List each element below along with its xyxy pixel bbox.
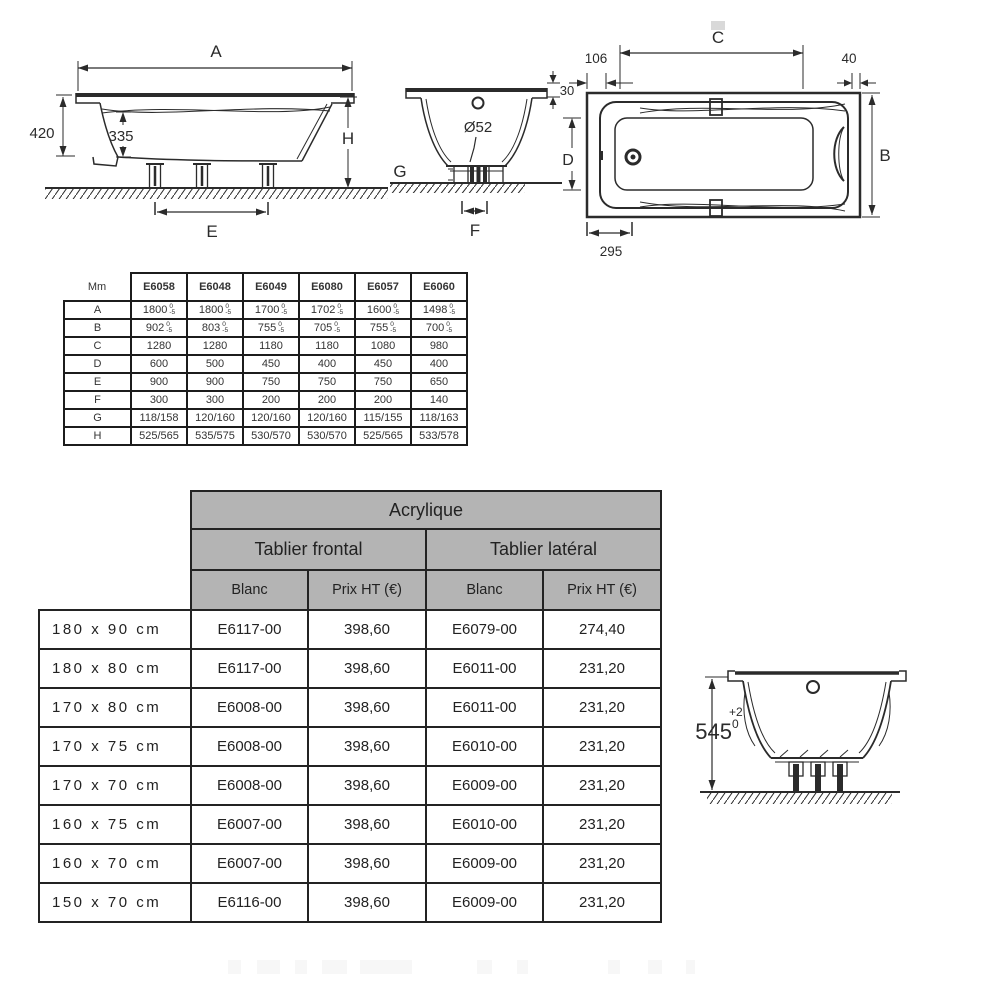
cell: 400 bbox=[299, 355, 355, 373]
dim-label-c: C bbox=[711, 28, 725, 47]
cell: 980 bbox=[411, 337, 467, 355]
tub-profile-outline bbox=[728, 671, 906, 762]
ref-cell: E6079-00 bbox=[426, 610, 543, 649]
size-cell: 160 x 70 cm bbox=[39, 844, 191, 883]
group-header-frontal: Tablier frontal bbox=[191, 529, 426, 570]
cell: 118/158 bbox=[131, 409, 187, 427]
profile-feet bbox=[789, 762, 847, 792]
table-row bbox=[39, 610, 661, 649]
ref-cell: E6117-00 bbox=[191, 610, 308, 649]
price-cell: 231,20 bbox=[543, 766, 661, 805]
tolerance: 0 -5 bbox=[446, 321, 453, 335]
cell: 1702 0 -5 bbox=[299, 301, 355, 319]
size-cell: 150 x 70 cm bbox=[39, 883, 191, 922]
cell: 900 bbox=[187, 373, 243, 391]
row-label: D bbox=[64, 355, 131, 373]
table-row bbox=[64, 427, 467, 445]
ref-cell: E6011-00 bbox=[426, 688, 543, 727]
cell: 120/160 bbox=[243, 409, 299, 427]
blank-cell bbox=[39, 570, 191, 610]
table-row bbox=[39, 805, 661, 844]
dim-label-a: A bbox=[210, 42, 222, 61]
group-header-lateral: Tablier latéral bbox=[426, 529, 661, 570]
column-header-row bbox=[39, 570, 661, 610]
table-row bbox=[64, 337, 467, 355]
ref-cell: E6011-00 bbox=[426, 649, 543, 688]
dim-h-group bbox=[340, 97, 357, 188]
dim-label-g: G bbox=[393, 162, 407, 181]
cell: 200 bbox=[299, 391, 355, 409]
cell: 525/565 bbox=[355, 427, 411, 445]
dim-label-d: D bbox=[562, 152, 574, 169]
cell: 1498 0 -5 bbox=[411, 301, 467, 319]
side-view-drawing bbox=[20, 25, 390, 250]
dim-f-group bbox=[462, 201, 487, 240]
dim-545-group bbox=[695, 677, 743, 790]
model-column-header: E6049 bbox=[243, 273, 299, 301]
cell: 120/160 bbox=[187, 409, 243, 427]
row-label: C bbox=[64, 337, 131, 355]
overflow-hole bbox=[473, 98, 484, 109]
tolerance-zero: 0 bbox=[732, 717, 739, 731]
size-cell: 170 x 75 cm bbox=[39, 727, 191, 766]
model-column-header: E6060 bbox=[411, 273, 467, 301]
tolerance: 0 -5 bbox=[225, 303, 232, 317]
unit-header-cell: Mm bbox=[87, 280, 107, 293]
watermark-block bbox=[257, 960, 280, 974]
price-cell: 231,20 bbox=[543, 805, 661, 844]
model-column-header: E6080 bbox=[299, 273, 355, 301]
price-cell: 231,20 bbox=[543, 688, 661, 727]
table-row bbox=[39, 649, 661, 688]
cell: 902 0 -5 bbox=[131, 319, 187, 337]
dim-40-group bbox=[837, 51, 876, 89]
cell: 750 bbox=[243, 373, 299, 391]
watermark-block bbox=[686, 960, 695, 974]
size-cell: 180 x 90 cm bbox=[39, 610, 191, 649]
cell: 900 bbox=[131, 373, 187, 391]
tub-top-outline bbox=[587, 93, 860, 217]
table-row bbox=[64, 391, 467, 409]
cell: 118/163 bbox=[411, 409, 467, 427]
cell: 1280 bbox=[131, 337, 187, 355]
ref-cell: E6009-00 bbox=[426, 766, 543, 805]
ground-line bbox=[700, 792, 900, 804]
cell: 1700 0 -5 bbox=[243, 301, 299, 319]
cell: 705 0 -5 bbox=[299, 319, 355, 337]
overflow-mark bbox=[599, 151, 603, 160]
tolerance: 0 -5 bbox=[169, 303, 176, 317]
table-row bbox=[64, 355, 467, 373]
watermark-block bbox=[360, 960, 412, 974]
drain-diameter-label: Ø52 bbox=[463, 119, 493, 136]
ref-cell: E6007-00 bbox=[191, 805, 308, 844]
watermark-block bbox=[608, 960, 620, 974]
end-view-drawing bbox=[390, 70, 575, 245]
dim-295-group bbox=[587, 222, 632, 259]
cell: 1800 0 -5 bbox=[131, 301, 187, 319]
model-column-header: E6058 bbox=[131, 273, 187, 301]
cell: 1280 bbox=[187, 337, 243, 355]
row-label: H bbox=[64, 427, 131, 445]
table-row bbox=[64, 409, 467, 427]
cell: 450 bbox=[243, 355, 299, 373]
tolerance: 0 -5 bbox=[222, 321, 229, 335]
cell: 200 bbox=[355, 391, 411, 409]
tolerance: 0 -5 bbox=[278, 321, 285, 335]
cell: 140 bbox=[411, 391, 467, 409]
cell: 533/578 bbox=[411, 427, 467, 445]
price-cell: 398,60 bbox=[308, 688, 426, 727]
profile-view-drawing bbox=[685, 650, 985, 835]
top-view-drawing bbox=[555, 15, 990, 260]
dim-a-group bbox=[78, 42, 352, 91]
cell: 450 bbox=[355, 355, 411, 373]
ref-cell: E6009-00 bbox=[426, 883, 543, 922]
cell: 525/565 bbox=[131, 427, 187, 445]
model-column-header: E6057 bbox=[355, 273, 411, 301]
table-row bbox=[39, 844, 661, 883]
watermark-block bbox=[517, 960, 528, 974]
row-label: F bbox=[64, 391, 131, 409]
ref-cell: E6007-00 bbox=[191, 844, 308, 883]
dimension-table bbox=[63, 272, 468, 446]
cell: 803 0 -5 bbox=[187, 319, 243, 337]
tolerance: 0 -5 bbox=[449, 303, 456, 317]
dim-420-group bbox=[29, 95, 75, 156]
watermark-block bbox=[322, 960, 347, 974]
price-cell: 398,60 bbox=[308, 844, 426, 883]
price-cell: 231,20 bbox=[543, 883, 661, 922]
tolerance: 0 -5 bbox=[334, 321, 341, 335]
table-row bbox=[39, 766, 661, 805]
cell: 500 bbox=[187, 355, 243, 373]
row-label: G bbox=[64, 409, 131, 427]
dim-label-e: E bbox=[206, 222, 218, 241]
cell: 400 bbox=[411, 355, 467, 373]
end-feet bbox=[448, 166, 503, 183]
column-header: Prix HT (€) bbox=[543, 570, 661, 610]
cell: 650 bbox=[411, 373, 467, 391]
price-cell: 274,40 bbox=[543, 610, 661, 649]
dim-label-b: B bbox=[879, 146, 891, 165]
dim-label-420: 420 bbox=[29, 125, 55, 142]
table-row bbox=[39, 883, 661, 922]
price-cell: 231,20 bbox=[543, 727, 661, 766]
price-cell: 398,60 bbox=[308, 883, 426, 922]
price-table bbox=[38, 490, 662, 923]
dim-106-group bbox=[569, 51, 633, 89]
dim-label-h: H bbox=[341, 129, 355, 148]
dim-label-30: 30 bbox=[559, 83, 575, 98]
dim-label-335: 335 bbox=[108, 128, 134, 145]
column-header: Prix HT (€) bbox=[308, 570, 426, 610]
cell: 755 0 -5 bbox=[355, 319, 411, 337]
price-cell: 398,60 bbox=[308, 766, 426, 805]
cell: 600 bbox=[131, 355, 187, 373]
row-label: E bbox=[64, 373, 131, 391]
cell: 750 bbox=[355, 373, 411, 391]
ref-cell: E6116-00 bbox=[191, 883, 308, 922]
group-header-row bbox=[39, 529, 661, 570]
price-cell: 398,60 bbox=[308, 805, 426, 844]
dim-335-group bbox=[108, 112, 133, 157]
cell: 1180 bbox=[299, 337, 355, 355]
ref-cell: E6010-00 bbox=[426, 727, 543, 766]
watermark-block bbox=[295, 960, 307, 974]
tub-feet bbox=[146, 164, 277, 188]
row-label: B bbox=[64, 319, 131, 337]
dim-label-545: 545 bbox=[695, 719, 732, 744]
watermark-block bbox=[228, 960, 241, 974]
tolerance: 0 -5 bbox=[281, 303, 288, 317]
cell: 530/570 bbox=[243, 427, 299, 445]
dim-label-f: F bbox=[469, 221, 481, 240]
price-cell: 231,20 bbox=[543, 649, 661, 688]
cell: 120/160 bbox=[299, 409, 355, 427]
row-label: A bbox=[64, 301, 131, 319]
blank-cell bbox=[39, 491, 191, 529]
cell: 1800 0 -5 bbox=[187, 301, 243, 319]
cell: 300 bbox=[187, 391, 243, 409]
ground-line bbox=[45, 188, 388, 199]
size-cell: 180 x 80 cm bbox=[39, 649, 191, 688]
ref-cell: E6117-00 bbox=[191, 649, 308, 688]
tolerance: 0 -5 bbox=[337, 303, 344, 317]
ref-cell: E6009-00 bbox=[426, 844, 543, 883]
ref-cell: E6008-00 bbox=[191, 766, 308, 805]
table-header-row bbox=[64, 273, 467, 301]
ref-cell: E6008-00 bbox=[191, 688, 308, 727]
dim-d-group bbox=[562, 118, 581, 190]
table-row bbox=[64, 373, 467, 391]
size-cell: 160 x 75 cm bbox=[39, 805, 191, 844]
cell: 700 0 -5 bbox=[411, 319, 467, 337]
ref-cell: E6008-00 bbox=[191, 727, 308, 766]
watermark-block bbox=[648, 960, 662, 974]
dim-label-40: 40 bbox=[841, 51, 857, 66]
tolerance: 0 -5 bbox=[166, 321, 173, 335]
cell: 1080 bbox=[355, 337, 411, 355]
overflow-hole bbox=[807, 681, 819, 693]
size-cell: 170 x 80 cm bbox=[39, 688, 191, 727]
ground-line bbox=[390, 183, 562, 193]
cell: 200 bbox=[243, 391, 299, 409]
dim-b-group bbox=[862, 93, 891, 217]
dim-e-group bbox=[155, 202, 268, 241]
watermark-block bbox=[477, 960, 492, 974]
cell: 755 0 -5 bbox=[243, 319, 299, 337]
tolerance: 0 -5 bbox=[393, 303, 400, 317]
cell: 535/575 bbox=[187, 427, 243, 445]
table-row bbox=[39, 688, 661, 727]
material-header: Acrylique bbox=[191, 491, 661, 529]
cell: 300 bbox=[131, 391, 187, 409]
material-header-row bbox=[39, 491, 661, 529]
dim-label-106: 106 bbox=[584, 51, 608, 66]
size-cell: 170 x 70 cm bbox=[39, 766, 191, 805]
price-cell: 398,60 bbox=[308, 649, 426, 688]
tolerance-plus: +2 bbox=[729, 705, 743, 719]
table-row bbox=[64, 301, 467, 319]
drain-diameter-group bbox=[464, 119, 492, 162]
ref-cell: E6010-00 bbox=[426, 805, 543, 844]
cell: 750 bbox=[299, 373, 355, 391]
cell: 1600 0 -5 bbox=[355, 301, 411, 319]
column-header: Blanc bbox=[191, 570, 308, 610]
cell: 530/570 bbox=[299, 427, 355, 445]
table-row bbox=[39, 727, 661, 766]
price-cell: 231,20 bbox=[543, 844, 661, 883]
cell: 1180 bbox=[243, 337, 299, 355]
cell: 115/155 bbox=[355, 409, 411, 427]
blank-cell bbox=[39, 529, 191, 570]
price-cell: 398,60 bbox=[308, 610, 426, 649]
price-cell: 398,60 bbox=[308, 727, 426, 766]
model-column-header: E6048 bbox=[187, 273, 243, 301]
table-row bbox=[64, 319, 467, 337]
column-header: Blanc bbox=[426, 570, 543, 610]
dim-c-group bbox=[620, 21, 803, 89]
dim-label-295: 295 bbox=[599, 244, 623, 259]
tolerance: 0 -5 bbox=[390, 321, 397, 335]
